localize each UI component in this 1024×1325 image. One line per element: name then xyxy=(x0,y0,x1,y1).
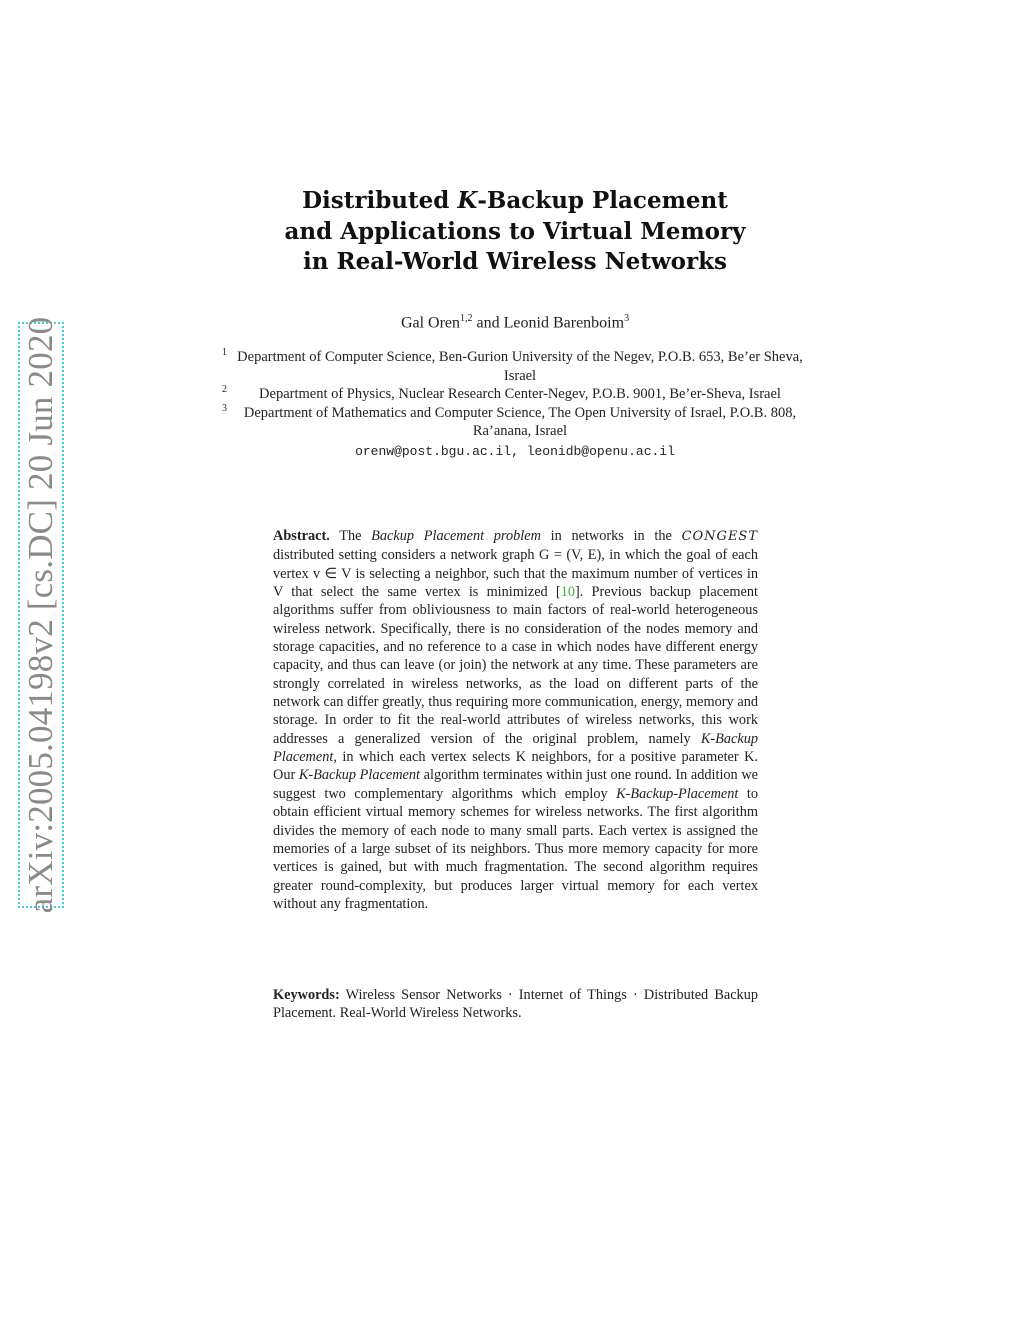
arxiv-stamp xyxy=(18,316,64,914)
abstract-label: Abstract. xyxy=(273,528,330,544)
title-line-2: and Applications to Virtual Memory xyxy=(284,217,746,245)
authors: Gal Oren$^{1,2}$ and Leonid Barenboim$^3$ xyxy=(400,313,630,332)
paper-title xyxy=(200,186,830,278)
author-emails[interactable]: orenw@post.bgu.ac.il, leonidb@openu.ac.il xyxy=(355,443,675,459)
keywords-label: Keywords: xyxy=(273,987,340,1003)
affiliation-3: 3 Department of Mathematics and Computer Science, The Open University of Israel, P.O.B. 808, Ra’anana, Israel xyxy=(222,402,797,439)
affiliations xyxy=(222,348,808,461)
author-1: Gal Oren xyxy=(400,314,461,332)
abstract: Abstract. The Backup Placement problem in networks in the CONGEST distributed setting considers a network graph G = (V, E), in which the goal of each vertex v ∈ V is selecting a neighbor, such that the maximum number of vertices in V that select the same vertex is minimized [10]. Previous backup placement algorithms suffer from obliviousness to main factors of real-world heterogeneous wireless network. Specifically, there is no consideration of the nodes memory and storage capacities, and no reference to a case in which nodes have different energy capacity, and thus can leave (or join) the network at any time. These parameters are strongly correlated in wireless networks, as the load on different parts of the network can differ greatly, thus requiring more communication, energy, memory and storage. In order to fit the real-world attributes of wireless networks, this work addresses a generalized version of the original problem, namely K-Backup Placement, in which each vertex selects K neighbors, for a positive parameter K. Our K-Backup Placement algorithm terminates within just one round. In addition we suggest two complementary algorithms which employ K-Backup-Placement to obtain efficient virtual memory schemes for wireless networks. The first algorithm divides the memory of each node to many small parts. Each vertex is assigned the memories of a large subset of its neighbors. Thus more memory capacity for more vertices is gained, but with much fragmentation. The second algorithm requires greater round-complexity, but produces larger virtual memory for each vertex without any fragmentation. xyxy=(273,528,759,912)
affiliation-2: 2 Department of Physics, Nuclear Research Center-Negev, P.O.B. 9001, Be’er-Sheva, Israel xyxy=(222,384,781,402)
author-2-affil: 3 xyxy=(624,313,630,324)
author-1-affil: 1,2 xyxy=(460,313,473,324)
citation-link[interactable]: 10 xyxy=(560,584,575,601)
author-2: Leonid Barenboim xyxy=(503,314,625,332)
arxiv-identifier: arXiv:2005.04198v2 [cs.DC] 20 Jun 2020 xyxy=(21,316,60,914)
title-line-3: in Real-World Wireless Networks xyxy=(303,248,727,275)
congest-model: CONGEST xyxy=(681,529,759,544)
title-line-1: Distributed K-Backup Placement xyxy=(302,187,728,214)
affiliation-1: 1 Department of Computer Science, Ben-Gurion University of the Negev, P.O.B. 653, Be’er Sheva, Israel xyxy=(222,347,803,384)
keywords: Keywords: Wireless Sensor Networks · Internet of Things · Distributed Backup Placement. Real-World Wireless Networks. xyxy=(273,987,758,1022)
